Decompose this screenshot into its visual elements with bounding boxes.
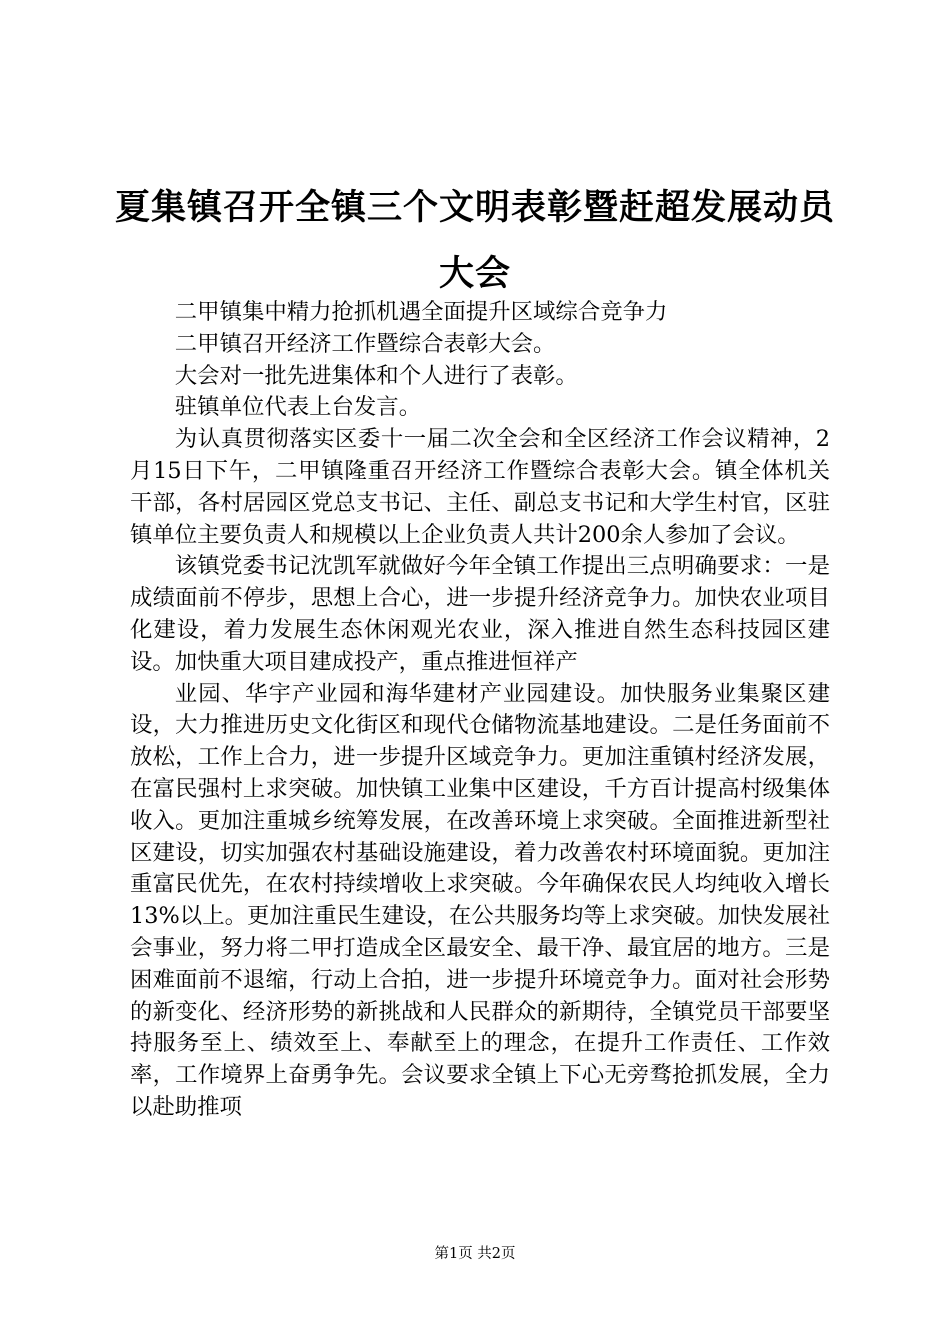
paragraph-subheading-2: 二甲镇召开经济工作暨综合表彰大会。 bbox=[174, 330, 556, 357]
document-title: 夏集镇召开全镇三个文明表彰暨赶超发展动员大会 bbox=[114, 188, 835, 294]
document-body bbox=[130, 297, 830, 1124]
page-footer: 第1页 共2页 bbox=[434, 1246, 516, 1262]
paragraph-subheading-3: 大会对一批先进集体和个人进行了表彰。 bbox=[174, 362, 578, 389]
paragraph-requirements: 该镇党委书记沈凯军就做好今年全镇工作提出三点明确要求：一是成绩面前不停步，思想上合心，进一步提升经济竞争力。加快农业项目化建设，着力发展生态休闲观光农业，深入推进自然生态科技园区建设。加快重大项目建成投产，重点推进恒祥产 bbox=[130, 553, 830, 675]
paragraph-meeting-intro: 为认真贯彻落实区委十一届二次全会和全区经济工作会议精神，2月15日下午，二甲镇隆重召开经济工作暨综合表彰大会。镇全体机关干部，各村居园区党总支书记、主任、副总支书记和大学生村官，区驻镇单位主要负责人和规模以上企业负责人共计200余人参加了会议。 bbox=[130, 426, 830, 548]
paragraph-requirements-continued: 业园、华宇产业园和海华建材产业园建设。加快服务业集聚区建设，大力推进历史文化街区和现代仓储物流基地建设。二是任务面前不放松，工作上合力，进一步提升区域竞争力。更加注重镇村经济发展，在富民强村上求突破。加快镇工业集中区建设，千方百计提高村级集体收入。更加注重城乡统筹发展，在改善环境上求突破。全面推进新型社区建设，切实加强农村基础设施建设，着力改善农村环境面貌。更加注重富民优先，在农村持续增收上求突破。今年确保农民人均纯收入增长13%以上。更加注重民生建设，在公共服务均等上求突破。加快发展社会事业，努力将二甲打造成全区最安全、最干净、最宜居的地方。三是困难面前不退缩，行动上合拍，进一步提升环境竞争力。面对社会形势的新变化、经济形势的新挑战和人民群众的新期待，全镇党员干部要坚持服务至上、绩效至上、奉献至上的理念，在提升工作责任、工作效率，工作境界上奋勇争先。会议要求全镇上下心无旁骛抢抓发展，全力以赴助推项 bbox=[130, 680, 830, 1120]
paragraph-subheading-4: 驻镇单位代表上台发言。 bbox=[174, 394, 422, 421]
paragraph-subheading-1: 二甲镇集中精力抢抓机遇全面提升区域综合竞争力 bbox=[174, 299, 668, 325]
